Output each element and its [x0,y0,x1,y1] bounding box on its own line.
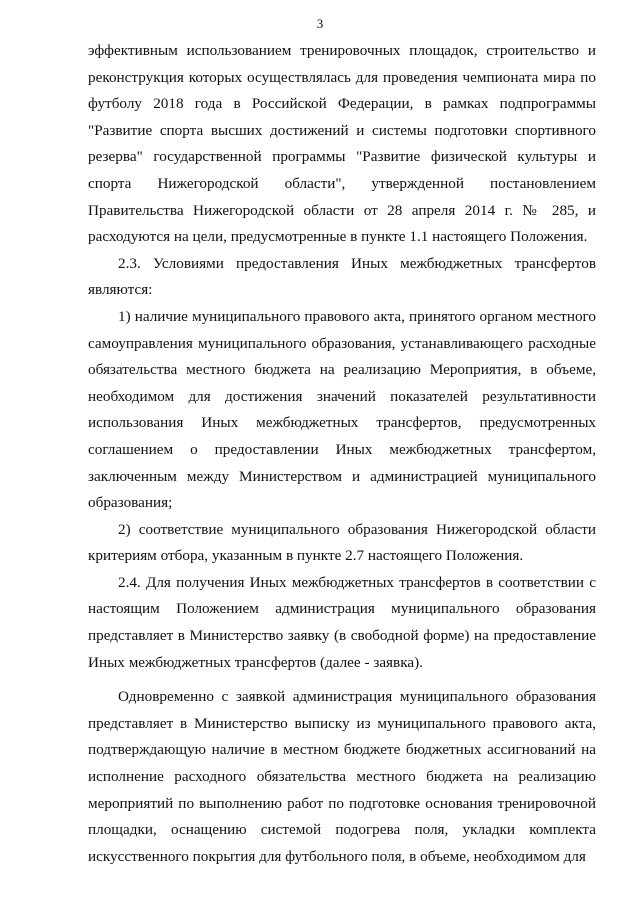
paragraph-continuation: эффективным использованием тренировочных площадок, строительство и реконструкция которых осуществлялась для проведения чемпионата мира по футболу 2018 года в Российской Федерации, в рамках подпрограммы "Развитие спорта высших достижений и системы подготовки спортивного резерва" государственной программы "Развитие физической культуры и спорта Нижегородской области", утвержденной постановлением Правительства Нижегородской области от 28 апреля 2014 г. № 285, и расходуются на цели, предусмотренные в пункте 1.1 настоящего Положения. [88,42,596,246]
paragraph-2-4: 2.4. Для получения Иных межбюджетных трансфертов в соответствии с настоящим Положением администрация муниципального образования представляет в Министерство заявку (в свободной форме) на предоставление Иных межбюджетных трансфертов (далее - заявка). [88,573,596,671]
paragraph-condition-1: 1) наличие муниципального правового акта, принятого органом местного самоуправления муниципального образования, устанавливающего расходные обязательства местного бюджета на реализацию Мероприятия, в объеме, необходимом для достижения значений показателей результативности использования Иных межбюджетных трансфертов, предусмотренных соглашением о предоставлении Иных межбюджетных трансфертом, заключенным между Министерством и администрацией муниципального образования; [88,307,596,512]
page-number: 3 [316,16,324,31]
paragraph-simultaneously: Одновременно с заявкой администрация муниципального образования представляет в Министерство выписку из муниципального правового акта, подтверждающую наличие в местном бюджете бюджетных ассигнований на исполнение расходного обязательства местного бюджета на реализацию мероприятий по выполнению работ по подготовке основания тренировочной площадки, оснащению системой подогрева поля, укладки комплекта искусственного покрытия для футбольного поля, в объеме, необходимом для [88,688,596,865]
document-body [88,38,596,870]
paragraph-2-3: 2.3. Условиями предоставления Иных межбюджетных трансфертов являются: [88,254,596,299]
paragraph-condition-2: 2) соответствие муниципального образования Нижегородской области критериям отбора, указанным в пункте 2.7 настоящего Положения. [88,520,596,565]
